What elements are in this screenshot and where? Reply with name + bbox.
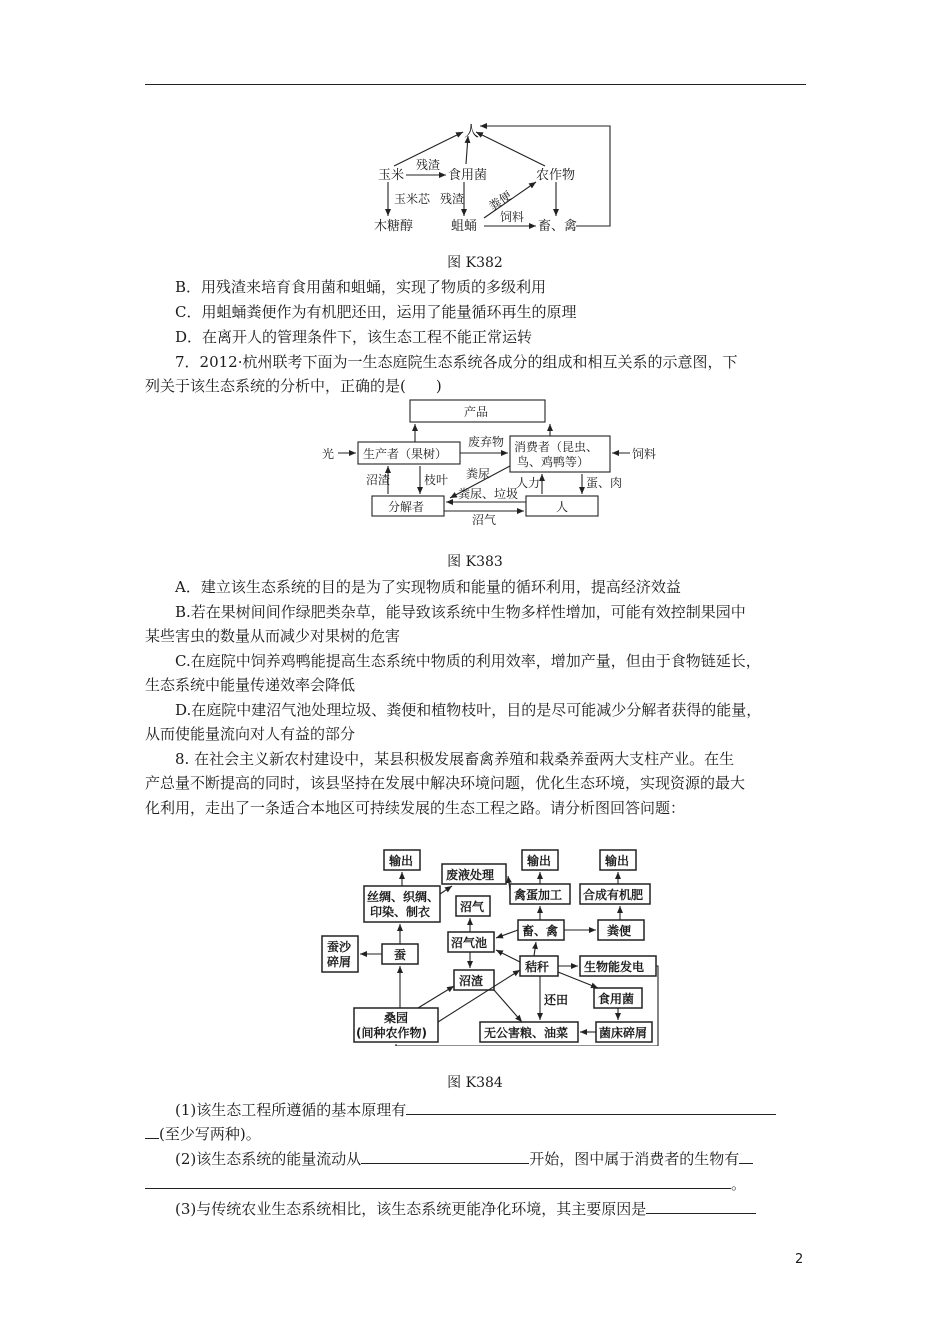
- option-d6: D．在离开人的管理条件下，该生态工程不能正常运转: [175, 328, 533, 346]
- label-fenniao: 粪尿: [466, 467, 491, 481]
- label-guang: 光: [322, 447, 335, 461]
- node-can: 蚕: [394, 948, 407, 962]
- node-xiaofeizhe-line2: 鸟、鸡鸭等）: [517, 455, 590, 469]
- label-renli: 人力: [516, 476, 541, 490]
- node-ren: 人: [556, 500, 569, 514]
- question-8-2-cont: [145, 1172, 746, 1195]
- label-fenniaolaji: 粪尿、垃圾: [458, 487, 519, 501]
- question-8-2-end: 。: [731, 1175, 747, 1193]
- question-8-2-text: (2)该生态系统的能量流动从: [175, 1150, 362, 1168]
- node-shuchu3: 输出: [605, 854, 630, 868]
- question-8-1-text: (1)该生态工程所遵循的基本原理有: [175, 1101, 407, 1119]
- label-cancha2: 残渣: [440, 192, 465, 206]
- answer-blank-1[interactable]: [406, 1098, 776, 1115]
- node-junchuang: 菌床碎屑: [599, 1026, 648, 1040]
- question-8-2-mid: 开始，图中属于消费者的生物有: [529, 1150, 740, 1168]
- label-danrou: 蛋、肉: [586, 476, 623, 490]
- caption-k382: 图 K382: [447, 255, 503, 271]
- label-zhaozha: 沼渣: [366, 473, 391, 487]
- arrow-zhaozha-wugonghai: [494, 990, 522, 1022]
- label-feiqiwu: 废弃物: [468, 435, 505, 449]
- figure-k384: [318, 846, 668, 1046]
- node-feiye: 废液处理: [446, 868, 495, 882]
- option-d7-line2: 从而使能量流向对人有益的部分: [145, 725, 356, 743]
- node-zhaozha: 沼渣: [459, 974, 484, 988]
- option-b7-line2: 某些害虫的数量从而减少对果树的危害: [145, 627, 401, 645]
- question-7-line2: 列关于该生态系统的分析中，正确的是( ): [145, 377, 442, 395]
- option-c7-line2: 生态系统中能量传递效率会降低: [145, 676, 356, 694]
- arrow-nong-ren: [476, 132, 545, 166]
- node-cansha-line1: 蚕沙: [327, 940, 352, 954]
- node-wugonghai: 无公害粮、油菜: [484, 1026, 569, 1040]
- label-huantian: 还田: [544, 993, 569, 1007]
- node-fenjiezhe: 分解者: [388, 500, 425, 514]
- answer-blank-2a[interactable]: [361, 1147, 529, 1164]
- label-yumixin: 玉米芯: [394, 192, 431, 206]
- node-ren: 人: [464, 122, 480, 140]
- label-fenbian: 粪便: [486, 188, 515, 214]
- question-7-line1: 7．2012·杭州联考下面为一生态庭院生态系统各成分的组成和相互关系的示意图，下: [175, 353, 738, 371]
- node-zhaoqichi: 沼气池: [451, 936, 488, 950]
- label-zhaoqi: 沼气: [472, 513, 497, 526]
- answer-blank-1b[interactable]: [145, 1122, 159, 1139]
- page-number: 2: [795, 1252, 804, 1267]
- answer-blank-2c[interactable]: [145, 1172, 731, 1189]
- node-jiegan: 秸秆: [525, 960, 550, 974]
- figure-k382: [360, 118, 620, 240]
- figure-k383: [320, 398, 665, 526]
- node-nongzuowu: 农作物: [536, 168, 576, 183]
- label-siliao: 饲料: [500, 210, 525, 224]
- question-8-line1: 8. 在社会主义新农村建设中，某县积极发展畜禽养殖和栽桑养蚕两大支柱产业。在生: [175, 750, 735, 768]
- node-chuqin: 畜、禽: [538, 219, 578, 234]
- option-d7-line1: D.在庭院中建沼气池处理垃圾、粪便和植物枝叶，目的是尽可能减少分解者获得的能量，: [175, 701, 762, 719]
- node-hecheng: 合成有机肥: [583, 888, 644, 902]
- option-b6: B．用残渣来培育食用菌和蛆蛹，实现了物质的多级利用: [175, 278, 547, 296]
- option-a7: A．建立该生态系统的目的是为了实现物质和能量的循环利用，提高经济效益: [175, 578, 681, 596]
- question-8-3-text: (3)与传统农业生态系统相比，该生态系统更能净化环境，其主要原因是: [175, 1200, 647, 1218]
- question-8-1: [175, 1098, 776, 1121]
- node-shuchu1: 输出: [389, 854, 414, 868]
- question-8-line2: 产总量不断提高的同时，该县坚持在发展中解决环境问题，优化生态环境，实现资源的最大: [145, 774, 746, 792]
- node-cansha-line2: 碎屑: [327, 955, 352, 969]
- diagram-k384: [318, 846, 668, 1046]
- question-8-1-tail: (至少写两种)。: [159, 1125, 261, 1143]
- node-sichou-line1: 丝绸、织绸、: [367, 890, 440, 904]
- node-fenbian: 粪便: [607, 924, 632, 938]
- caption-k383: 图 K383: [447, 554, 503, 570]
- node-shengwuneng: 生物能发电: [584, 960, 645, 974]
- arrow-chuqin-zhaoqichi: [496, 930, 518, 938]
- arrow-jun-ren: [466, 136, 468, 164]
- node-sangyuan-line2: (间种农作物): [356, 1026, 427, 1040]
- answer-blank-3[interactable]: [646, 1197, 756, 1214]
- node-shiyongjun: 食用菌: [448, 168, 488, 183]
- node-chuqin: 畜、禽: [522, 924, 559, 938]
- arrow-sangyuan-zhaozha-line: [418, 986, 454, 1008]
- node-mutangchun: 木糖醇: [374, 219, 414, 234]
- question-8-3: [175, 1197, 756, 1220]
- node-xiaofeizhe-line1: 消费者（昆虫、: [514, 440, 599, 454]
- diagram-k382: [360, 118, 620, 240]
- caption-k384: 图 K384: [447, 1075, 503, 1091]
- header-rule: [145, 84, 806, 85]
- arrow-jiegan-chuqin: [534, 942, 536, 956]
- node-qiyong: 蛆蛹: [451, 219, 478, 234]
- node-zhaoqi: 沼气: [460, 900, 485, 914]
- arrow-qindan-feiye: [508, 876, 510, 890]
- node-shengchanzhe: 生产者（果树）: [363, 447, 448, 461]
- node-chanpin: 产品: [464, 405, 489, 419]
- answer-blank-2b[interactable]: [739, 1147, 753, 1164]
- label-cancha1: 残渣: [416, 158, 441, 172]
- question-8-line3: 化利用，走出了一条适合本地区可持续发展的生态工程之路。请分析图回答问题：: [145, 799, 686, 817]
- node-qindan: 禽蛋加工: [514, 888, 563, 902]
- label-siliao: 饲料: [632, 447, 657, 461]
- node-shuchu2: 输出: [527, 854, 552, 868]
- arrow-sichou-feiye: [440, 886, 452, 894]
- question-8-1-cont: [145, 1122, 261, 1145]
- diagram-k383: [320, 398, 665, 526]
- option-c7-line1: C.在庭院中饲养鸡鸭能提高生态系统中物质的利用效率，增加产量，但由于食物链延长，: [175, 652, 761, 670]
- option-b7-line1: B.若在果树间间作绿肥类杂草，能导致该系统中生物多样性增加，可能有效控制果园中: [175, 603, 746, 621]
- question-8-2: [175, 1147, 753, 1170]
- node-shiyongjun: 食用菌: [598, 992, 635, 1006]
- node-sangyuan-line1: 桑园: [384, 1011, 409, 1025]
- label-zhiye: 枝叶: [424, 473, 449, 487]
- node-yumi: 玉米: [378, 168, 405, 183]
- node-sichou-line2: 印染、制衣: [370, 905, 431, 919]
- option-c6: C．用蛆蛹粪便作为有机肥还田，运用了能量循环再生的原理: [175, 303, 577, 321]
- arrow-jiegan-zhaoqichi: [496, 950, 520, 962]
